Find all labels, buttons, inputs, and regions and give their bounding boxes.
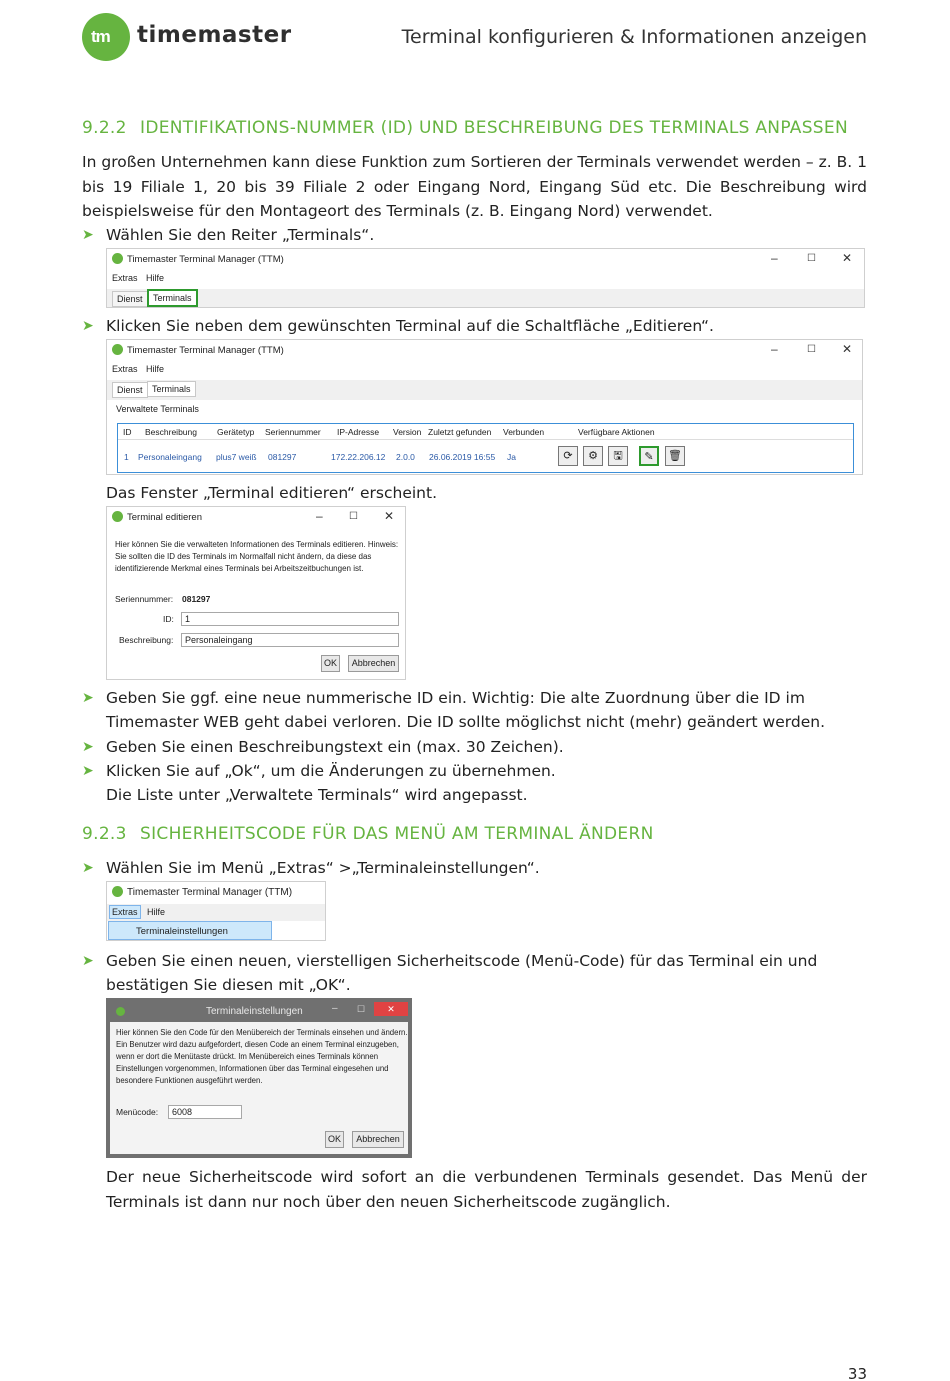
intro-paragraph: In großen Unternehmen kann diese Funktion zum Sortieren der Terminals verwendet werden – z. B. 1 bis 19 Filiale 1, 20 bis 39 Filiale 2 oder Eingang Nord, Eingang Süd etc. Die Beschreibung wird beispielsweise für den Montageort des Terminals (z. B. Eingang Nord) verwendet. <box>82 153 867 220</box>
arrow-bullet-icon: ➤ <box>82 953 94 969</box>
close-icon[interactable]: ✕ <box>374 1002 408 1016</box>
dialog-title: Terminal editieren <box>127 512 202 523</box>
tab-dienst[interactable]: Dienst <box>112 291 148 307</box>
logo-mark: tm <box>91 27 110 46</box>
menu-hilfe[interactable]: Hilfe <box>147 907 166 917</box>
id-label: ID: <box>163 614 174 624</box>
menu-hilfe[interactable]: Hilfe <box>146 364 165 374</box>
menu-extras[interactable]: Extras <box>109 905 141 919</box>
arrow-bullet-icon: ➤ <box>82 227 94 243</box>
col-seriennummer: Seriennummer <box>265 427 321 437</box>
close-icon[interactable]: ✕ <box>384 509 395 523</box>
section-title: IDENTIFIKATIONS-NUMMER (ID) UND BESCHREIBUNG DES TERMINALS ANPASSEN <box>140 118 848 138</box>
col-version: Version <box>393 427 422 437</box>
window-title: Timemaster Terminal Manager (TTM) <box>127 254 284 265</box>
maximize-icon[interactable]: ☐ <box>357 1004 366 1014</box>
col-aktionen: Verfügbare Aktionen <box>578 427 655 437</box>
arrow-bullet-icon: ➤ <box>82 318 94 334</box>
network-icon[interactable]: ⚙ <box>583 446 603 466</box>
minimize-icon[interactable]: – <box>771 342 778 356</box>
trash-icon[interactable]: 🗑 <box>665 446 685 466</box>
menu-code-label: Menücode: <box>116 1107 159 1117</box>
refresh-icon[interactable]: ⟳ <box>558 446 578 466</box>
dialog-titlebar <box>110 1002 408 1022</box>
app-icon <box>112 253 123 264</box>
close-icon[interactable]: ✕ <box>842 251 853 265</box>
step-enter-id-cont: Timemaster WEB geht dabei verloren. Die ID sollte möglichst nicht (mehr) geändert werden. <box>106 713 825 731</box>
app-icon <box>112 344 123 355</box>
minimize-icon[interactable]: – <box>332 1003 338 1014</box>
arrow-bullet-icon: ➤ <box>82 690 94 706</box>
dialog-title: Terminaleinstellungen <box>206 1006 303 1017</box>
arrow-bullet-icon: ➤ <box>82 860 94 876</box>
action-buttons <box>558 446 688 468</box>
ok-button[interactable]: OK <box>325 1131 344 1148</box>
minimize-icon[interactable]: – <box>771 251 778 265</box>
tab-dienst[interactable]: Dienst <box>112 382 148 398</box>
screenshot-ttm-tabs <box>106 248 865 308</box>
window-title: Timemaster Terminal Manager (TTM) <box>127 345 284 356</box>
app-icon <box>116 1007 125 1016</box>
col-verbunden: Verbunden <box>503 427 545 437</box>
closing-paragraph: Der neue Sicherheitscode wird sofort an die verbundenen Terminals gesendet. Das Menü der Terminals ist dann nur noch über den neuen Sicherheitscode zugänglich. <box>106 1168 867 1211</box>
table-header <box>118 424 853 440</box>
cancel-button[interactable]: Abbrechen <box>348 655 399 672</box>
minimize-icon[interactable]: – <box>316 509 323 523</box>
maximize-icon[interactable]: ☐ <box>349 511 358 522</box>
close-icon[interactable]: ✕ <box>842 342 853 356</box>
list-updated-note: Die Liste unter „Verwaltete Terminals“ wird angepasst. <box>106 786 528 804</box>
ok-button[interactable]: OK <box>321 655 340 672</box>
dialog-titlebar <box>107 507 405 527</box>
window-title: Timemaster Terminal Manager (TTM) <box>127 887 293 898</box>
logo-text: timemaster <box>137 22 292 48</box>
tabbar <box>107 289 864 308</box>
cancel-button[interactable]: Abbrechen <box>352 1131 404 1148</box>
section-number: 9.2.2 <box>82 118 127 138</box>
menu-extras[interactable]: Extras <box>112 364 138 374</box>
col-ip: IP-Adresse <box>337 427 380 437</box>
window-titlebar <box>107 249 864 269</box>
window-titlebar <box>107 340 862 360</box>
menu-extras[interactable]: Extras <box>112 273 138 283</box>
col-zuletzt: Zuletzt gefunden <box>428 427 492 437</box>
page-header-title: Terminal konfigurieren & Informationen anzeigen <box>401 26 867 48</box>
terminals-table <box>117 423 854 473</box>
menubar <box>107 271 864 287</box>
serial-label: Seriennummer: <box>115 594 174 604</box>
col-id: ID <box>123 427 132 437</box>
col-geraetetyp: Gerätetyp <box>217 427 255 437</box>
section-heading-922 <box>82 118 848 138</box>
screenshot-settings-dialog <box>106 998 412 1158</box>
description-input[interactable]: Personaleingang <box>181 633 399 647</box>
section-number: 9.2.3 <box>82 824 127 844</box>
table-row[interactable]: 1 Personaleingang plus7 weiß 081297 172.22.206.12 2.0.0 26.06.2019 16:55 Ja ⟳ ⚙ 🖫 ✎ 🗑 <box>118 441 853 471</box>
screenshot-managed-terminals <box>106 339 863 475</box>
window-titlebar <box>107 882 325 902</box>
maximize-icon[interactable]: ☐ <box>807 344 816 355</box>
section-heading-923 <box>82 824 654 844</box>
app-icon <box>112 886 123 897</box>
tabbar <box>107 380 862 400</box>
group-title: Verwaltete Terminals <box>116 404 199 414</box>
serial-value: 081297 <box>182 594 211 604</box>
maximize-icon[interactable]: ☐ <box>807 253 816 264</box>
menubar <box>107 362 862 378</box>
edit-icon[interactable]: ✎ <box>639 446 659 466</box>
menu-code-input[interactable]: 6008 <box>168 1105 242 1119</box>
description-label: Beschreibung: <box>119 635 174 645</box>
app-icon <box>112 511 123 522</box>
step-enter-security-code-cont: bestätigen Sie diesen mit „OK“. <box>106 976 351 994</box>
col-beschreibung: Beschreibung <box>145 427 197 437</box>
tab-terminals[interactable]: Terminals <box>147 289 198 307</box>
id-input[interactable]: 1 <box>181 612 399 626</box>
arrow-bullet-icon: ➤ <box>82 739 94 755</box>
menu-item-terminaleinstellungen[interactable]: Terminaleinstellungen <box>108 921 272 940</box>
window-appears-note: Das Fenster „Terminal editieren“ erscheint. <box>106 484 438 502</box>
terminal-icon[interactable]: 🖫 <box>608 446 628 466</box>
dialog-info-text: Hier können Sie die verwalteten Informationen des Terminals editieren. Hinweis: Sie sollten die ID des Terminals im Normalfall nicht ändern, da diese das identifizierende Merkmal eines Terminals bei Arbeitszeitbuchungen ist. <box>115 540 399 573</box>
menubar <box>107 904 325 921</box>
screenshot-edit-dialog <box>106 506 406 680</box>
section-title: SICHERHEITSCODE FÜR DAS MENÜ AM TERMINAL ÄNDERN <box>140 824 654 844</box>
screenshot-extras-menu <box>106 881 326 941</box>
tab-terminals[interactable]: Terminals <box>147 381 196 397</box>
menu-hilfe[interactable]: Hilfe <box>146 273 165 283</box>
arrow-bullet-icon: ➤ <box>82 763 94 779</box>
dialog-info-text: Hier können Sie den Code für den Menübereich der Terminals einsehen und ändern. Ein Benutzer wird dazu aufgefordert, diesen Code an einem Terminal einzugeben, wenn er dort die Menütaste drückt. Im Menübereich eines Terminals können Einstellungen vorgenommen, Informationen über das Terminal eingesehen und besondere Funktionen ausgeführt werden. <box>116 1028 408 1085</box>
page-number: 33 <box>847 1365 867 1381</box>
